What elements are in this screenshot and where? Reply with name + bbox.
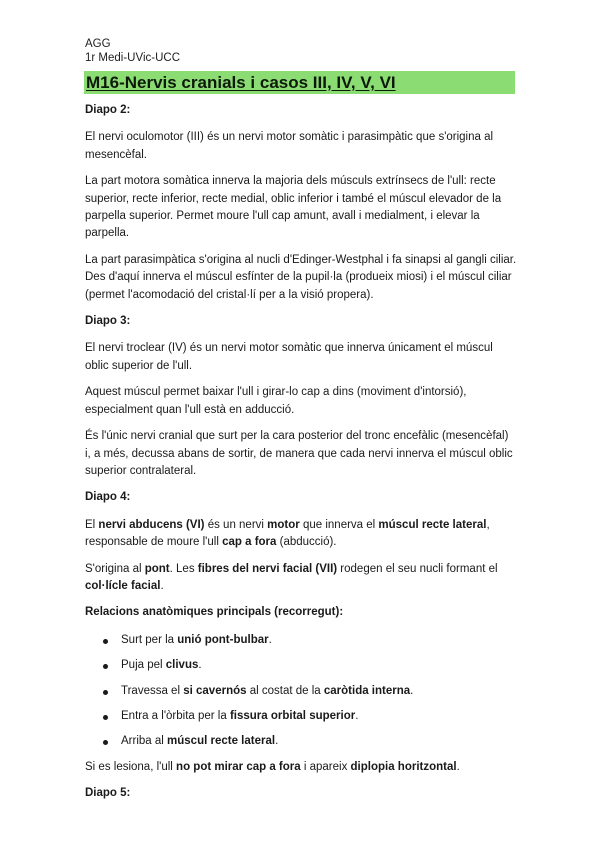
list-item	[85, 708, 517, 725]
bold-run: nervi abducens (VI)	[98, 518, 205, 531]
heading-diapo-3: Diapo 3:	[85, 315, 131, 328]
bullet-icon	[103, 715, 108, 720]
header-author: AGG	[85, 38, 111, 50]
bold-run: múscul recte lateral	[167, 735, 276, 748]
heading-diapo-5: Diapo 5:	[85, 787, 131, 800]
paragraph-trochlear-intro: El nervi troclear (IV) és un nervi motor somàtic que innerva únicament el múscul oblic superior de l'ull.	[85, 342, 493, 372]
list-item	[85, 632, 517, 649]
text-run: Travessa el	[121, 684, 184, 697]
text-run: rodegen el seu nucli formant el	[337, 562, 498, 575]
bold-run: fissura orbital superior	[229, 709, 356, 722]
text-run: El	[85, 518, 99, 531]
bullet-icon	[103, 639, 108, 644]
text-run: (abducció).	[276, 536, 337, 549]
bullet-icon	[103, 690, 108, 695]
list-item	[85, 733, 517, 750]
text-run: .	[410, 684, 414, 697]
paragraph-oculomotor-intro: El nervi oculomotor (III) és un nervi motor somàtic i parasimpàtic que s'origina al mesencèfal.	[85, 131, 494, 161]
text-run: . Les	[169, 562, 198, 575]
text-run: que innerva el	[299, 518, 379, 531]
paragraph-oculomotor-parasympathetic: La part parasimpàtica s'origina al nucli d'Edinger-Westphal i fa sinapsi al gangli ciliar. Des d'aquí innerva el múscul esfínter de la pupil·la (produeix miosi) i el múscul ciliar (permet l'acomodació del cristal·lí per a la visió propera).	[85, 253, 517, 301]
heading-diapo-4: Diapo 4:	[85, 491, 131, 504]
bold-run: múscul recte lateral	[378, 518, 487, 531]
text-run: .	[198, 659, 202, 672]
list-item	[85, 657, 517, 674]
text-run: .	[275, 735, 279, 748]
heading-diapo-2: Diapo 2:	[85, 104, 131, 116]
paragraph-abducens-origin	[85, 561, 517, 596]
bold-run: si cavernós	[183, 684, 247, 697]
bullet-icon	[103, 740, 108, 745]
text-run: al costat de la	[246, 684, 324, 697]
list-item	[85, 683, 517, 700]
bold-run: fibres del nervi facial (VII)	[197, 562, 338, 575]
text-run: .	[456, 760, 460, 773]
bold-run: col·lícle facial	[85, 579, 161, 592]
bold-run: unió pont-bulbar	[177, 633, 269, 646]
paragraph-trochlear-unique: És l'únic nervi cranial que surt per la cara posterior del tronc encefàlic (mesencèfal) i, a més, decussa abans de sortir, de manera que cada nervi innerva el múscul oblic superior contralateral.	[85, 430, 513, 477]
text-run: Puja pel	[121, 659, 166, 672]
bold-run: clivus	[165, 659, 199, 672]
text-run: , responsable de moure l'ull	[85, 518, 490, 549]
text-run: Surt per la	[121, 633, 178, 646]
document-title: M16-Nervis cranials i casos III, IV, V, VI	[86, 73, 396, 92]
text-run: S'origina al	[85, 562, 145, 575]
paragraph-trochlear-function: Aquest múscul permet baixar l'ull i girar-lo cap a dins (moviment d'intorsió), especialment quan l'ull està en adducció.	[85, 386, 467, 416]
header-course: 1r Medi-UVic-UCC	[85, 52, 180, 64]
text-run: .	[268, 633, 272, 646]
text-run: Si es lesiona, l'ull	[85, 760, 177, 773]
bold-run: cap a fora	[222, 536, 277, 549]
bullet-icon	[103, 664, 108, 669]
text-run: i apareix	[300, 760, 351, 773]
text-run: .	[355, 709, 359, 722]
text-run: Arriba al	[121, 735, 168, 748]
paragraph-oculomotor-somatic: La part motora somàtica innerva la majoria dels músculs extrínsecs de l'ull: recte superior, recte inferior, recte medial, oblic inferior i també el múscul elevador de la parpella superior. Permet moure l'ull cap amunt, avall i medialment, i elevar la parpella.	[85, 175, 502, 240]
paragraph-abducens-lesion	[85, 759, 517, 776]
heading-relations: Relacions anatòmiques principals (recorregut):	[85, 606, 344, 619]
bold-run: diplopia horitzontal	[350, 760, 457, 773]
bold-run: motor	[267, 518, 300, 531]
document-body	[85, 102, 517, 813]
text-run: és un nervi	[204, 518, 268, 531]
bold-run: caròtida interna	[323, 684, 411, 697]
bold-run: pont	[144, 562, 170, 575]
text-run: .	[160, 579, 164, 592]
bold-run: no pot mirar cap a fora	[176, 760, 301, 773]
relations-list	[85, 632, 517, 751]
text-run: Entra a l'òrbita per la	[121, 709, 230, 722]
paragraph-abducens-intro	[85, 517, 517, 552]
